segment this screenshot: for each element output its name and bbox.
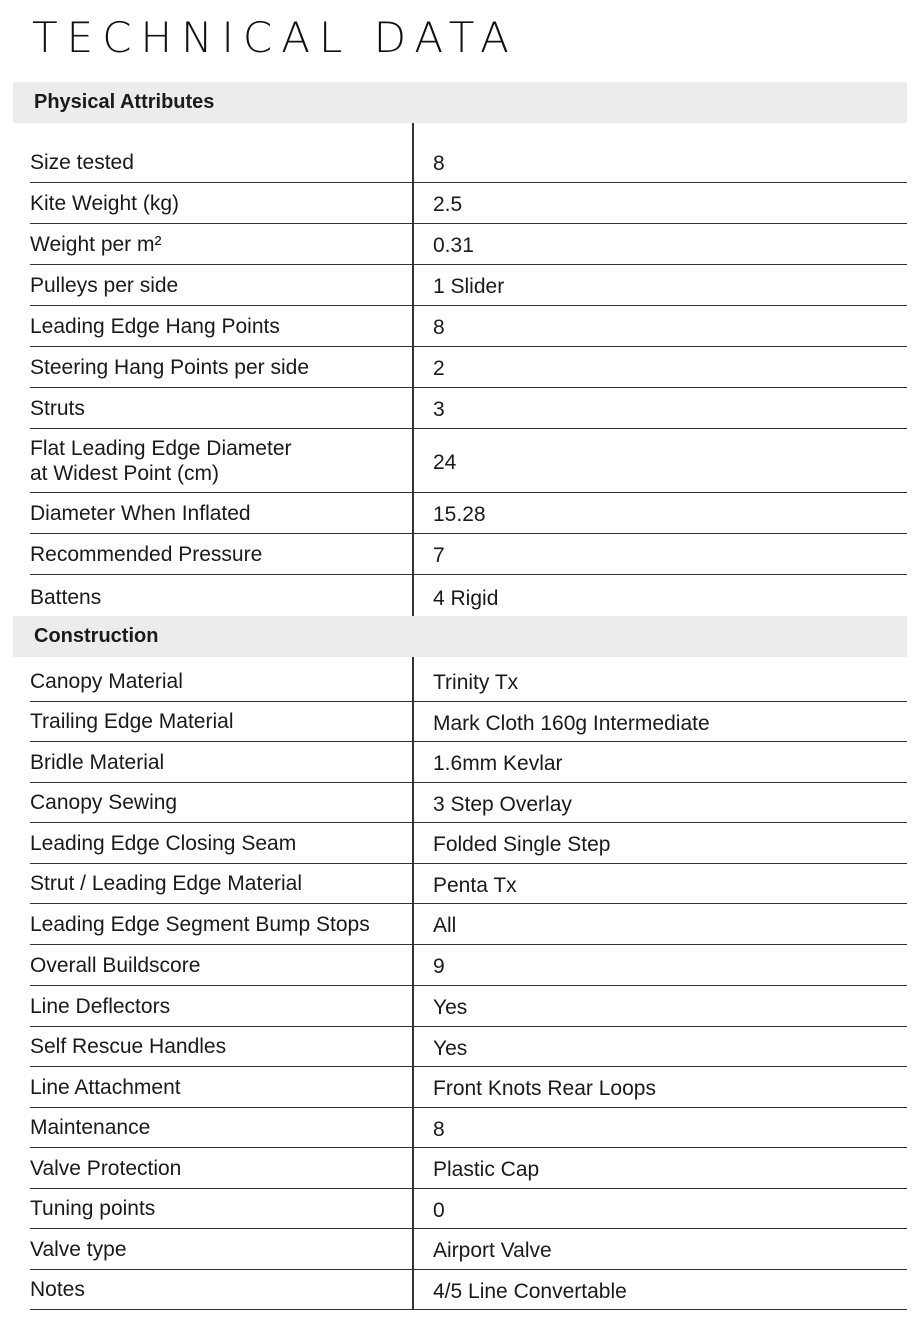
table-row (30, 1027, 907, 1067)
table-row (30, 864, 907, 904)
table-row (30, 1148, 907, 1189)
table-row (30, 702, 907, 742)
row-value: 3 Step Overlay (433, 792, 572, 816)
table-row (30, 783, 907, 823)
row-label: Tuning points (30, 1197, 156, 1220)
row-value: Plastic Cap (433, 1158, 540, 1181)
table-row (30, 904, 907, 945)
row-label: Diameter When Inflated (30, 501, 251, 525)
row-value: 2 (433, 357, 445, 380)
row-label: Valve type (30, 1237, 127, 1261)
table-row (30, 1108, 907, 1148)
row-value: Front Knots Rear Loops (433, 1077, 656, 1100)
row-label: Struts (30, 396, 85, 420)
table-row (30, 347, 907, 388)
row-value: All (433, 914, 457, 937)
row-label: Bridle Material (30, 750, 165, 774)
page-title: TECHNICAL DATA (32, 13, 518, 62)
row-value: 1.6mm Kevlar (433, 752, 563, 775)
row-value: 0.31 (433, 234, 474, 257)
table-row (30, 1270, 907, 1310)
row-label: Leading Edge Closing Seam (30, 831, 297, 855)
row-label: Trailing Edge Material (30, 710, 234, 733)
row-label: Self Rescue Handles (30, 1035, 227, 1058)
row-label: Leading Edge Segment Bump Stops (30, 912, 370, 936)
table-row (30, 986, 907, 1027)
row-value: Folded Single Step (433, 833, 611, 856)
row-label: Pulleys per side (30, 273, 179, 297)
row-value: Yes (433, 996, 468, 1019)
row-value: 15.28 (433, 503, 486, 526)
row-value: Airport Valve (433, 1239, 552, 1262)
table-row (30, 661, 907, 702)
section-header-physical-attributes: Physical Attributes (13, 82, 907, 123)
row-label: Leading Edge Hang Points (30, 314, 280, 338)
row-value: Yes (433, 1036, 468, 1060)
row-label: Canopy Sewing (30, 791, 178, 814)
table-row (30, 142, 907, 183)
row-value: 9 (433, 955, 445, 978)
table-row (30, 306, 907, 347)
table-row (30, 1229, 907, 1270)
table-row (30, 388, 907, 429)
row-value: 2.5 (433, 193, 463, 216)
table-row (30, 823, 907, 864)
row-value: 8 (433, 152, 445, 175)
row-label: Recommended Pressure (30, 542, 263, 566)
row-label: Overall Buildscore (30, 953, 201, 977)
table-row (30, 945, 907, 986)
table-row (30, 742, 907, 783)
row-label: Valve Protection (30, 1156, 182, 1180)
row-value: 4/5 Line Convertable (433, 1279, 627, 1303)
row-label: Line Attachment (30, 1075, 181, 1099)
construction-table (30, 661, 907, 1310)
row-label: Strut / Leading Edge Material (30, 872, 302, 895)
row-label: Line Deflectors (30, 994, 171, 1018)
physical-attributes-table (30, 142, 907, 619)
row-value: 1 Slider (433, 275, 505, 298)
row-value: Mark Cloth 160g Intermediate (433, 711, 710, 735)
row-value: 24 (433, 450, 457, 474)
row-value: 8 (433, 316, 445, 339)
table-row (30, 1189, 907, 1229)
row-label: Size tested (30, 150, 134, 174)
row-label: Steering Hang Points per side (30, 355, 309, 379)
section-header-construction: Construction (13, 616, 907, 657)
row-label: Flat Leading Edge Diameter at Widest Point (cm) (30, 436, 292, 485)
row-label: Battens (30, 585, 102, 609)
table-row (30, 183, 907, 224)
table-row (30, 575, 907, 619)
row-label: Notes (30, 1278, 85, 1301)
row-label: Weight per m² (30, 232, 162, 256)
row-value: 7 (433, 544, 445, 567)
row-value: Trinity Tx (433, 671, 519, 694)
table-row (30, 265, 907, 306)
table-row (30, 493, 907, 534)
row-label: Kite Weight (kg) (30, 191, 179, 215)
row-label: Canopy Material (30, 669, 183, 693)
table-row (30, 534, 907, 575)
row-value: 4 Rigid (433, 587, 499, 610)
row-value: 0 (433, 1198, 445, 1222)
table-row (30, 1067, 907, 1108)
row-value: 8 (433, 1117, 445, 1141)
table-row (30, 429, 907, 493)
table-row (30, 224, 907, 265)
row-value: 3 (433, 398, 445, 421)
row-label: Maintenance (30, 1116, 151, 1139)
row-value: Penta Tx (433, 873, 517, 897)
